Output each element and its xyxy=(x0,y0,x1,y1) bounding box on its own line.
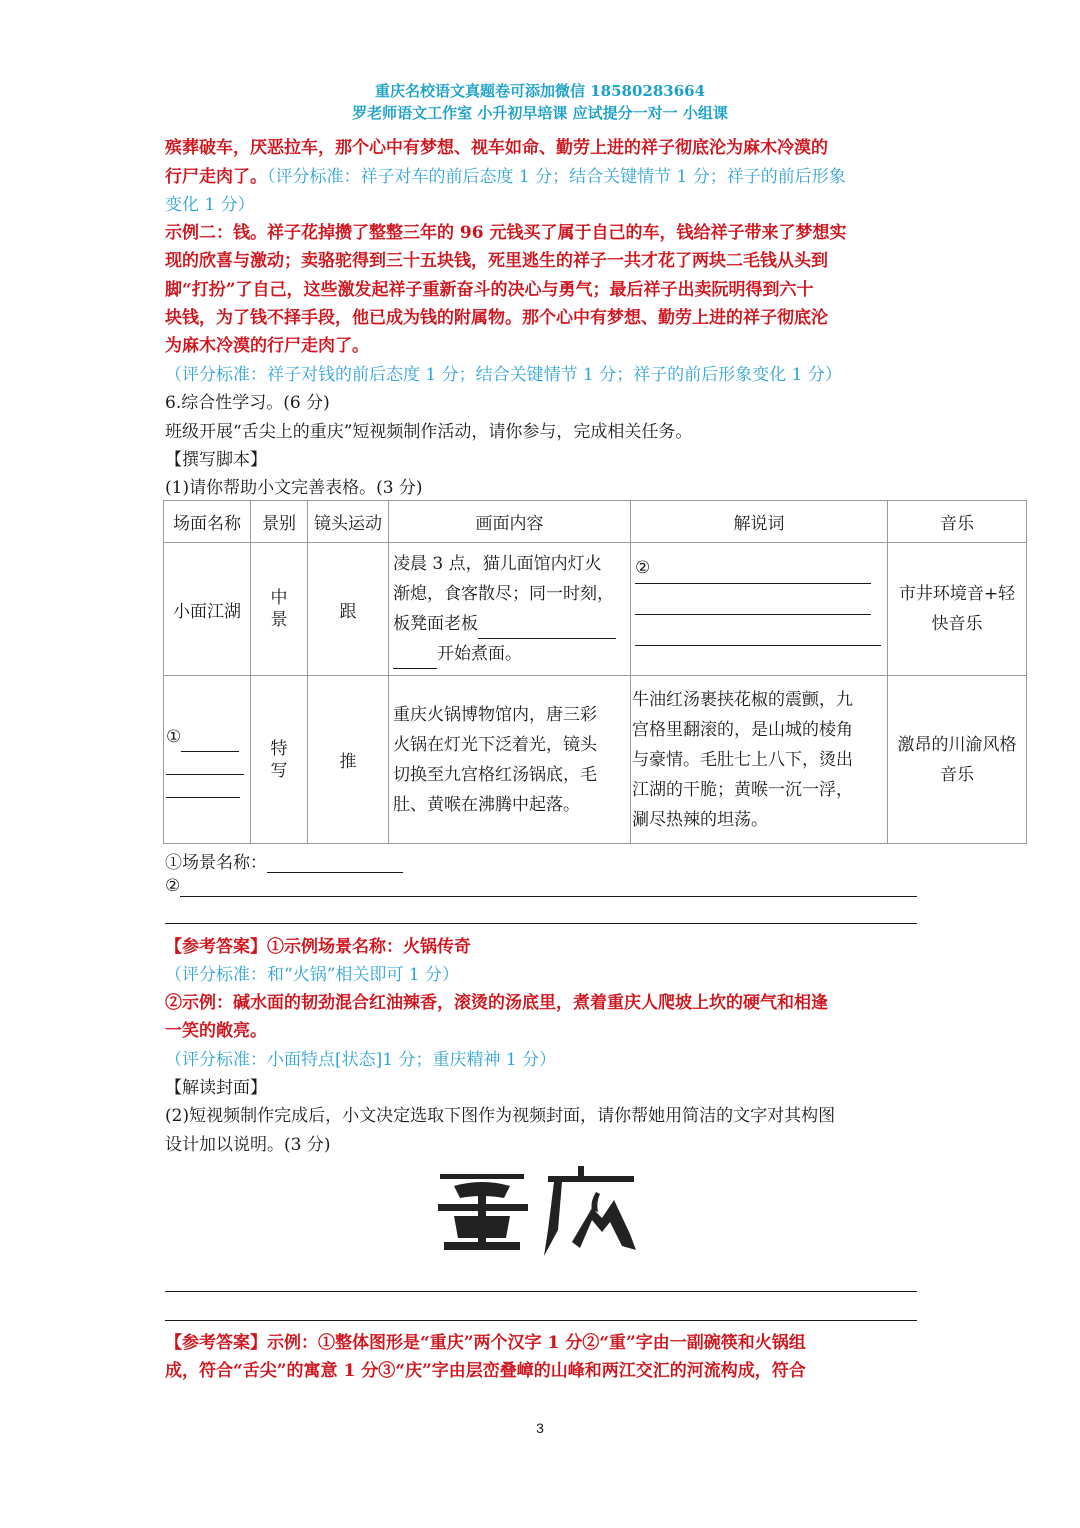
narration-line: 江湖的干脆；黄喉一沉一浮， xyxy=(632,779,853,800)
answer-text: 脚“打扮”了自己，这些激发起祥子重新奋斗的决心与勇气；最后祥子出卖阮明得到六十 xyxy=(165,280,814,300)
script-table xyxy=(163,500,1027,844)
content-cell xyxy=(389,543,631,676)
content-line: 火锅在灯光下泛着光，镜头 xyxy=(393,734,597,755)
sub-question: (2)短视频制作完成后，小文决定选取下图作为视频封面，请你帮她用简洁的文字对其构图 xyxy=(165,1106,836,1126)
score-note: （评分标准：小面特点[状态]1 分；重庆精神 1 分） xyxy=(165,1050,557,1070)
narration-line: 宫格里翻滚的，是山城的棱角 xyxy=(632,719,853,740)
fill-blank[interactable] xyxy=(393,644,437,669)
dot-stroke xyxy=(578,1166,584,1176)
sub-question: (1)请你帮助小文完善表格。(3 分) xyxy=(165,478,423,498)
fill-blank[interactable] xyxy=(181,729,239,752)
chopsticks-stroke xyxy=(440,1174,524,1179)
fill-blank[interactable] xyxy=(166,775,240,798)
table-row xyxy=(164,543,1027,676)
table-header-cell: 画面内容 xyxy=(389,501,631,543)
table-header-cell: 镜头运动 xyxy=(308,501,389,543)
answer-line[interactable] xyxy=(165,1320,917,1321)
shot-size-char: 写 xyxy=(270,760,288,781)
answer-label: 【参考答案】 xyxy=(165,937,267,957)
answer-line[interactable] xyxy=(165,923,917,924)
score-note: （评分标准：和“火锅”相关即可 1 分） xyxy=(165,965,460,985)
music-line: 音乐 xyxy=(940,764,974,785)
hotpot-shape xyxy=(454,1216,510,1238)
answer-label: 【参考答案】 xyxy=(165,1333,267,1353)
camera-move-cell: 跟 xyxy=(308,543,389,676)
fill-label-text: ①场景名称： xyxy=(165,853,267,873)
camera-move-cell: 推 xyxy=(308,676,389,844)
content-line: 渐熄，食客散尽；同一时刻， xyxy=(393,584,614,604)
answer-text: 示例二：钱。祥子花掉攒了整整三年的 96 元钱买了属于自己的车，钱给祥子带来了梦想实 xyxy=(165,223,847,243)
base-stroke xyxy=(444,1242,520,1250)
cover-logo-image xyxy=(432,1160,642,1260)
content-line: 切换至九宫格红汤锅底，毛 xyxy=(393,764,597,785)
header-line-2: 罗老师语文工作室 小升初早培课 应试提分一对一 小组课 xyxy=(352,104,728,122)
music-cell xyxy=(888,676,1027,844)
answer-blank[interactable] xyxy=(267,852,403,873)
header-line-1: 重庆名校语文真题卷可添加微信 18580283664 xyxy=(374,82,706,100)
mountain-shape xyxy=(572,1200,636,1250)
bowl-shape xyxy=(454,1182,510,1198)
table-row xyxy=(164,676,1027,844)
content-line xyxy=(393,609,630,639)
content-line: 板凳面老板 xyxy=(393,614,478,634)
answer-text: 为麻木冷漠的行尸走肉了。 xyxy=(165,336,369,356)
content-line: 肚、黄喉在沸腾中起落。 xyxy=(393,794,580,815)
music-line: 市井环境音+轻 xyxy=(898,584,1016,604)
content-line: 开始煮面。 xyxy=(437,644,522,664)
answer-text: ②示例：碱水面的韧劲混合红油辣香，滚烫的汤底里，煮着重庆人爬坡上坎的硬气和相逢 xyxy=(165,993,828,1013)
answer-text: 现的欣喜与激动；卖骆驼得到三十五块钱，死里逃生的祥子一共才花了两块二毛钱从头到 xyxy=(165,251,828,271)
answer-line[interactable] xyxy=(165,1291,917,1292)
river-shape xyxy=(592,1192,601,1212)
blank-marker: ② xyxy=(635,558,651,578)
fill-blank[interactable] xyxy=(635,615,881,646)
shot-size-char: 特 xyxy=(270,738,288,759)
shot-size-char: 中 xyxy=(270,588,288,608)
fill-blank[interactable] xyxy=(635,553,871,584)
content-line: 重庆火锅博物馆内，唐三彩 xyxy=(393,704,597,725)
narration-line: 与豪情。毛肚七上八下，烫出 xyxy=(632,749,853,770)
music-cell xyxy=(888,543,1027,676)
answer-text: 殡葬破车，厌恶拉车，那个心中有梦想、视车如命、勤劳上进的祥子彻底沦为麻木冷漠的 xyxy=(165,138,828,158)
page-number: 3 xyxy=(536,1420,544,1436)
score-note: （评分标准：祥子对车的前后态度 1 分；结合关键情节 1 分；祥子的前后形象 xyxy=(267,167,846,187)
narration-cell xyxy=(631,543,888,676)
table-header-cell: 音乐 xyxy=(888,501,1027,543)
section-heading: 【解读封面】 xyxy=(165,1078,267,1098)
music-line: 激昂的川渝风格 xyxy=(897,734,1017,755)
fill-blank[interactable] xyxy=(478,614,616,639)
answer-text: 行尸走肉了。 xyxy=(165,167,267,187)
shot-size-cell xyxy=(251,543,308,676)
answer-line[interactable] xyxy=(180,896,917,897)
answer-text xyxy=(165,162,846,187)
section-heading: 【撰写脚本】 xyxy=(165,450,267,470)
roof-stroke xyxy=(548,1176,634,1182)
narration-cell xyxy=(631,676,888,844)
music-line: 快音乐 xyxy=(931,614,983,634)
table-header-cell: 解说词 xyxy=(631,501,888,543)
table-header-row xyxy=(164,501,1027,543)
fill-blank[interactable] xyxy=(166,752,244,775)
score-note: 变化 1 分） xyxy=(165,195,255,215)
content-line xyxy=(393,639,630,669)
fill-blank[interactable] xyxy=(635,584,871,615)
question-intro: 班级开展“舌尖上的重庆”短视频制作活动，请你参与，完成相关任务。 xyxy=(165,422,693,442)
shot-size-char: 景 xyxy=(270,610,288,630)
answer-text: 一笑的敞亮。 xyxy=(165,1021,267,1041)
cover-artwork xyxy=(432,1160,642,1260)
table-header-cell: 景别 xyxy=(251,501,308,543)
narration-line: 涮尽热辣的坦荡。 xyxy=(632,809,768,830)
reference-answer xyxy=(165,1328,806,1353)
fill-label: ② xyxy=(165,876,181,896)
question-title: 6.综合性学习。(6 分) xyxy=(165,393,330,413)
answer-text: 成，符合“舌尖”的寓意 1 分③“庆”字由层峦叠嶂的山峰和两江交汇的河流构成，符合 xyxy=(165,1361,806,1381)
side-stroke xyxy=(544,1182,562,1256)
answer-text: ①示例场景名称：火锅传奇 xyxy=(267,937,471,957)
answer-text: 块钱，为了钱不择手段，他已成为钱的附属物。那个心中有梦想、勤劳上进的祥子彻底沦 xyxy=(165,308,828,328)
answer-text: 示例：①整体图形是“重庆”两个汉字 1 分②“重”字由一副碗筷和火锅组 xyxy=(267,1333,806,1353)
content-line: 凌晨 3 点，猫儿面馆内灯火 xyxy=(393,554,602,574)
score-note: （评分标准：祥子对钱的前后态度 1 分；结合关键情节 1 分；祥子的前后形象变化 1 分） xyxy=(165,365,842,385)
blank-marker: ① xyxy=(166,726,182,747)
reference-answer xyxy=(165,932,471,957)
sub-question: 设计加以说明。(3 分) xyxy=(165,1135,331,1155)
table-header-cell: 场面名称 xyxy=(164,501,251,543)
shot-size-cell xyxy=(251,676,308,844)
narration-line: 牛油红汤裹挟花椒的震颤，九 xyxy=(632,689,853,710)
scene-name-cell: 小面江湖 xyxy=(164,543,251,676)
scene-name-cell xyxy=(164,676,251,844)
fill-blank[interactable] xyxy=(166,722,250,752)
fill-label xyxy=(165,848,403,873)
content-cell xyxy=(389,676,631,844)
